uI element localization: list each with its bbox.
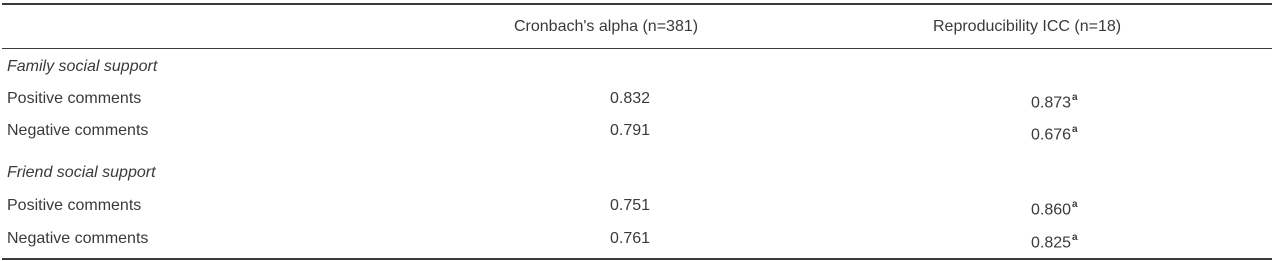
row-label: Negative comments [7,230,149,247]
footnote-marker: a [1072,199,1078,210]
alpha-value: 0.791 [610,122,651,139]
row-label: Positive comments [7,90,142,107]
alpha-value: 0.761 [610,230,651,247]
footnote-marker: a [1072,124,1078,135]
table-top-rule [2,3,1272,5]
footnote-marker: a [1072,232,1078,243]
header-rule [2,48,1272,49]
alpha-value: 0.832 [610,90,651,107]
row-label: Negative comments [7,122,149,139]
icc-value: 0.676 [1031,126,1072,144]
table-bottom-rule [2,258,1272,260]
icc-value-cell [1031,229,1078,253]
section-title-family: Family social support [7,58,158,75]
icc-value: 0.825 [1031,234,1072,252]
icc-value-cell [1031,89,1078,113]
icc-value: 0.873 [1031,94,1072,112]
icc-value-cell [1031,196,1078,220]
icc-value: 0.860 [1031,201,1072,219]
row-label: Positive comments [7,197,142,214]
alpha-value: 0.751 [610,197,651,214]
header-cronbach-alpha: Cronbach's alpha (n=381) [514,18,699,35]
footnote-marker: a [1072,92,1078,103]
icc-value-cell [1031,121,1078,145]
header-reproducibility-icc: Reproducibility ICC (n=18) [933,18,1122,35]
section-title-friend: Friend social support [7,164,156,181]
